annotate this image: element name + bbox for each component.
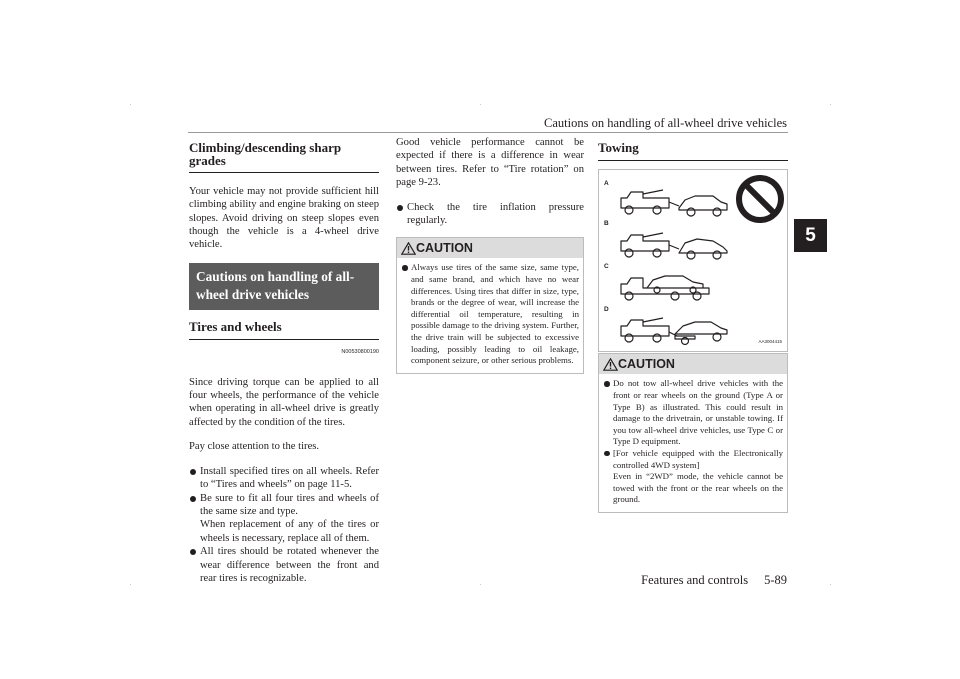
- heading-tires-wheels: Tires and wheels: [189, 320, 379, 340]
- caution-header: [397, 238, 583, 258]
- tire-bullet-list: [189, 465, 379, 586]
- chapter-tab[interactable]: 5: [794, 219, 827, 252]
- paragraph-torque: Since driving torque can be applied to all four wheels, the performance of the vehicle when operating in all-wheel drive is greatly affected by the condition of the tires.: [189, 376, 379, 428]
- heading-climbing: Climbing/descending sharp grades: [189, 141, 379, 173]
- section-code: N00530800190: [341, 349, 379, 356]
- tow-type-a: [621, 190, 727, 216]
- tow-type-d: [621, 318, 727, 345]
- figure-code: AA3004415: [758, 339, 782, 344]
- figure-label-a: A: [604, 180, 609, 188]
- caution-body-towing: [599, 374, 787, 512]
- caution-bullet: Always use tires of the same size, same type, and same brand, and which have no wear differences. Using tires that differ in size, type, brands or the degree of wear, will increase the differential oil temperature, resulting in possible damage to the driving system. Further, the drive train will be subjected to excessive loading, possibly leading to oil leakage, component seizure, or other serious problems.: [401, 262, 579, 366]
- warning-triangle-icon: [401, 242, 416, 255]
- warning-triangle-icon: [603, 358, 618, 371]
- footer-section: Features and controls: [641, 573, 749, 587]
- footer-page-number: 5-89: [764, 573, 787, 587]
- towing-figure: [598, 169, 788, 352]
- paragraph-climbing: Your vehicle may not provide sufficient hill climbing ability and engine braking on steep slopes. Avoid driving on steep slopes even though the vehicle is a 4-wheel drive vehicle.: [189, 185, 379, 251]
- middle-column: [396, 136, 584, 374]
- paragraph-performance: Good vehicle performance cannot be expected if there is a difference in wear between tires. Refer to “Tire rotation” on page 9-23.: [396, 137, 584, 189]
- caution-header-towing: [599, 354, 787, 374]
- caution-label: CAUTION: [416, 240, 473, 255]
- page-footer: [560, 573, 787, 588]
- caution-bullet-electronic-4wd: [For vehicle equipped with the Electronically controlled 4WD system] Even in “2WD” mode, the vehicle cannot be towed with the front or the rear wheels on the ground.: [603, 448, 783, 506]
- caution-bullet-no-tow: Do not tow all-wheel drive vehicles with the front or rear wheels on the ground (Type A or Type B) as illustrated. This could result in damage to the drivetrain, or unstable towing. If you tow all-wheel drive vehicles, use Type C or Type D equipment.: [603, 378, 783, 448]
- caution-body: [397, 258, 583, 372]
- caution-box-tires: [396, 237, 584, 373]
- bullet-rotate-tires: All tires should be rotated whenever the wear difference between the front and rear tires is recognizable.: [189, 545, 379, 585]
- paragraph-attention: Pay close attention to the tires.: [189, 441, 320, 453]
- right-column: [598, 141, 788, 513]
- page-header-title: Cautions on handling of all-wheel drive vehicles: [544, 116, 787, 130]
- middle-bullet-list: [396, 201, 584, 228]
- bullet-inflation: Check the tire inflation pressure regularly.: [396, 201, 584, 228]
- figure-label-d: D: [604, 306, 609, 314]
- tow-truck-illustrations: [613, 186, 743, 346]
- left-column: [189, 141, 379, 585]
- section-title: Cautions on handling of all-wheel drive vehicles: [189, 263, 379, 310]
- bullet-install-tires: Install specified tires on all wheels. Refer to “Tires and wheels” on page 11-5.: [189, 465, 379, 492]
- caution-label-towing: CAUTION: [618, 356, 675, 371]
- header-rule: [188, 132, 788, 133]
- heading-towing: Towing: [598, 141, 788, 161]
- figure-label-c: C: [604, 263, 609, 271]
- bullet-same-size: Be sure to fit all four tires and wheels of the same size and type. When replacement of any of the tires or wheels is necessary, replace all of them.: [189, 492, 379, 546]
- caution-box-towing: [598, 353, 788, 513]
- tow-type-b: [621, 233, 727, 259]
- tow-type-c: [621, 276, 709, 300]
- prohibited-icon: [735, 174, 785, 224]
- figure-label-b: B: [604, 220, 609, 228]
